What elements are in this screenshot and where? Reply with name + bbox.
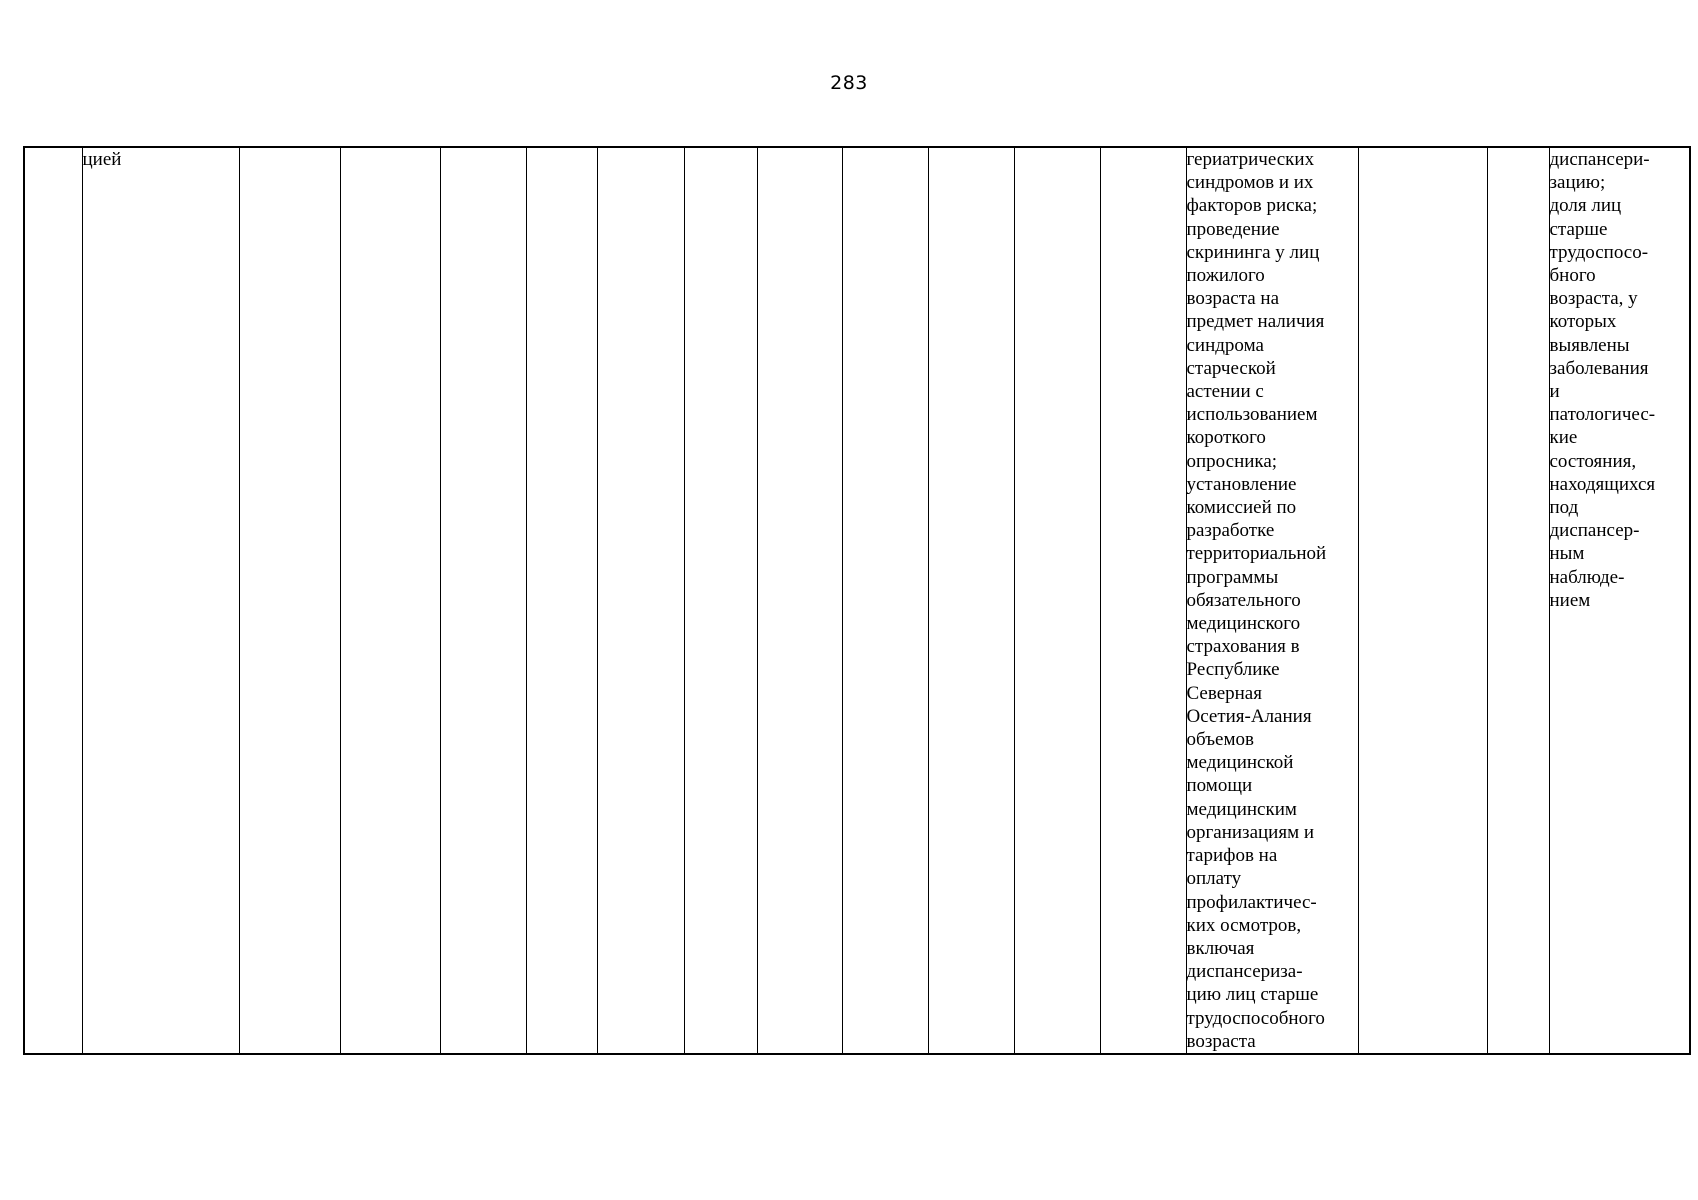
continuation-table xyxy=(23,146,1691,1055)
page-number: 283 xyxy=(830,72,868,94)
table-cell-empty xyxy=(1014,147,1100,1054)
table-cell-empty xyxy=(1358,147,1487,1054)
table-cell-empty xyxy=(24,147,82,1054)
table-cell-text: гериатрических синдромов и их факторов риска; проведение скрининга у лиц пожилого возраста на предмет наличия синдрома старческой астении с использованием короткого опросника; установление комиссией по разработке территориальной программы обязательного медицинского страхования в Республике Северная Осетия-Алания объемов медицинской помощи медицинским организациям и тарифов на оплату профилактичес- ких осмотров, включая диспансериза- цию лиц старше трудоспособного возраста xyxy=(1186,147,1358,1054)
table-row xyxy=(24,147,1690,1054)
table-cell-empty xyxy=(684,147,757,1054)
table-cell-empty xyxy=(597,147,684,1054)
table-cell-text: диспансери- зацию; доля лиц старше трудоспосо- бного возраста, у которых выявлены заболевания и патологичес- кие состояния, находящихся под диспансер- ным наблюде- нием xyxy=(1549,147,1690,1054)
table-cell-empty xyxy=(1487,147,1549,1054)
table-cell-empty xyxy=(1100,147,1186,1054)
table-cell-text: цией xyxy=(82,147,239,1054)
table-cell-empty xyxy=(440,147,526,1054)
table-cell-empty xyxy=(340,147,440,1054)
table-cell-empty xyxy=(526,147,597,1054)
table-cell-empty xyxy=(842,147,928,1054)
table-cell-empty xyxy=(239,147,340,1054)
table-cell-empty xyxy=(928,147,1014,1054)
table-cell-empty xyxy=(757,147,842,1054)
